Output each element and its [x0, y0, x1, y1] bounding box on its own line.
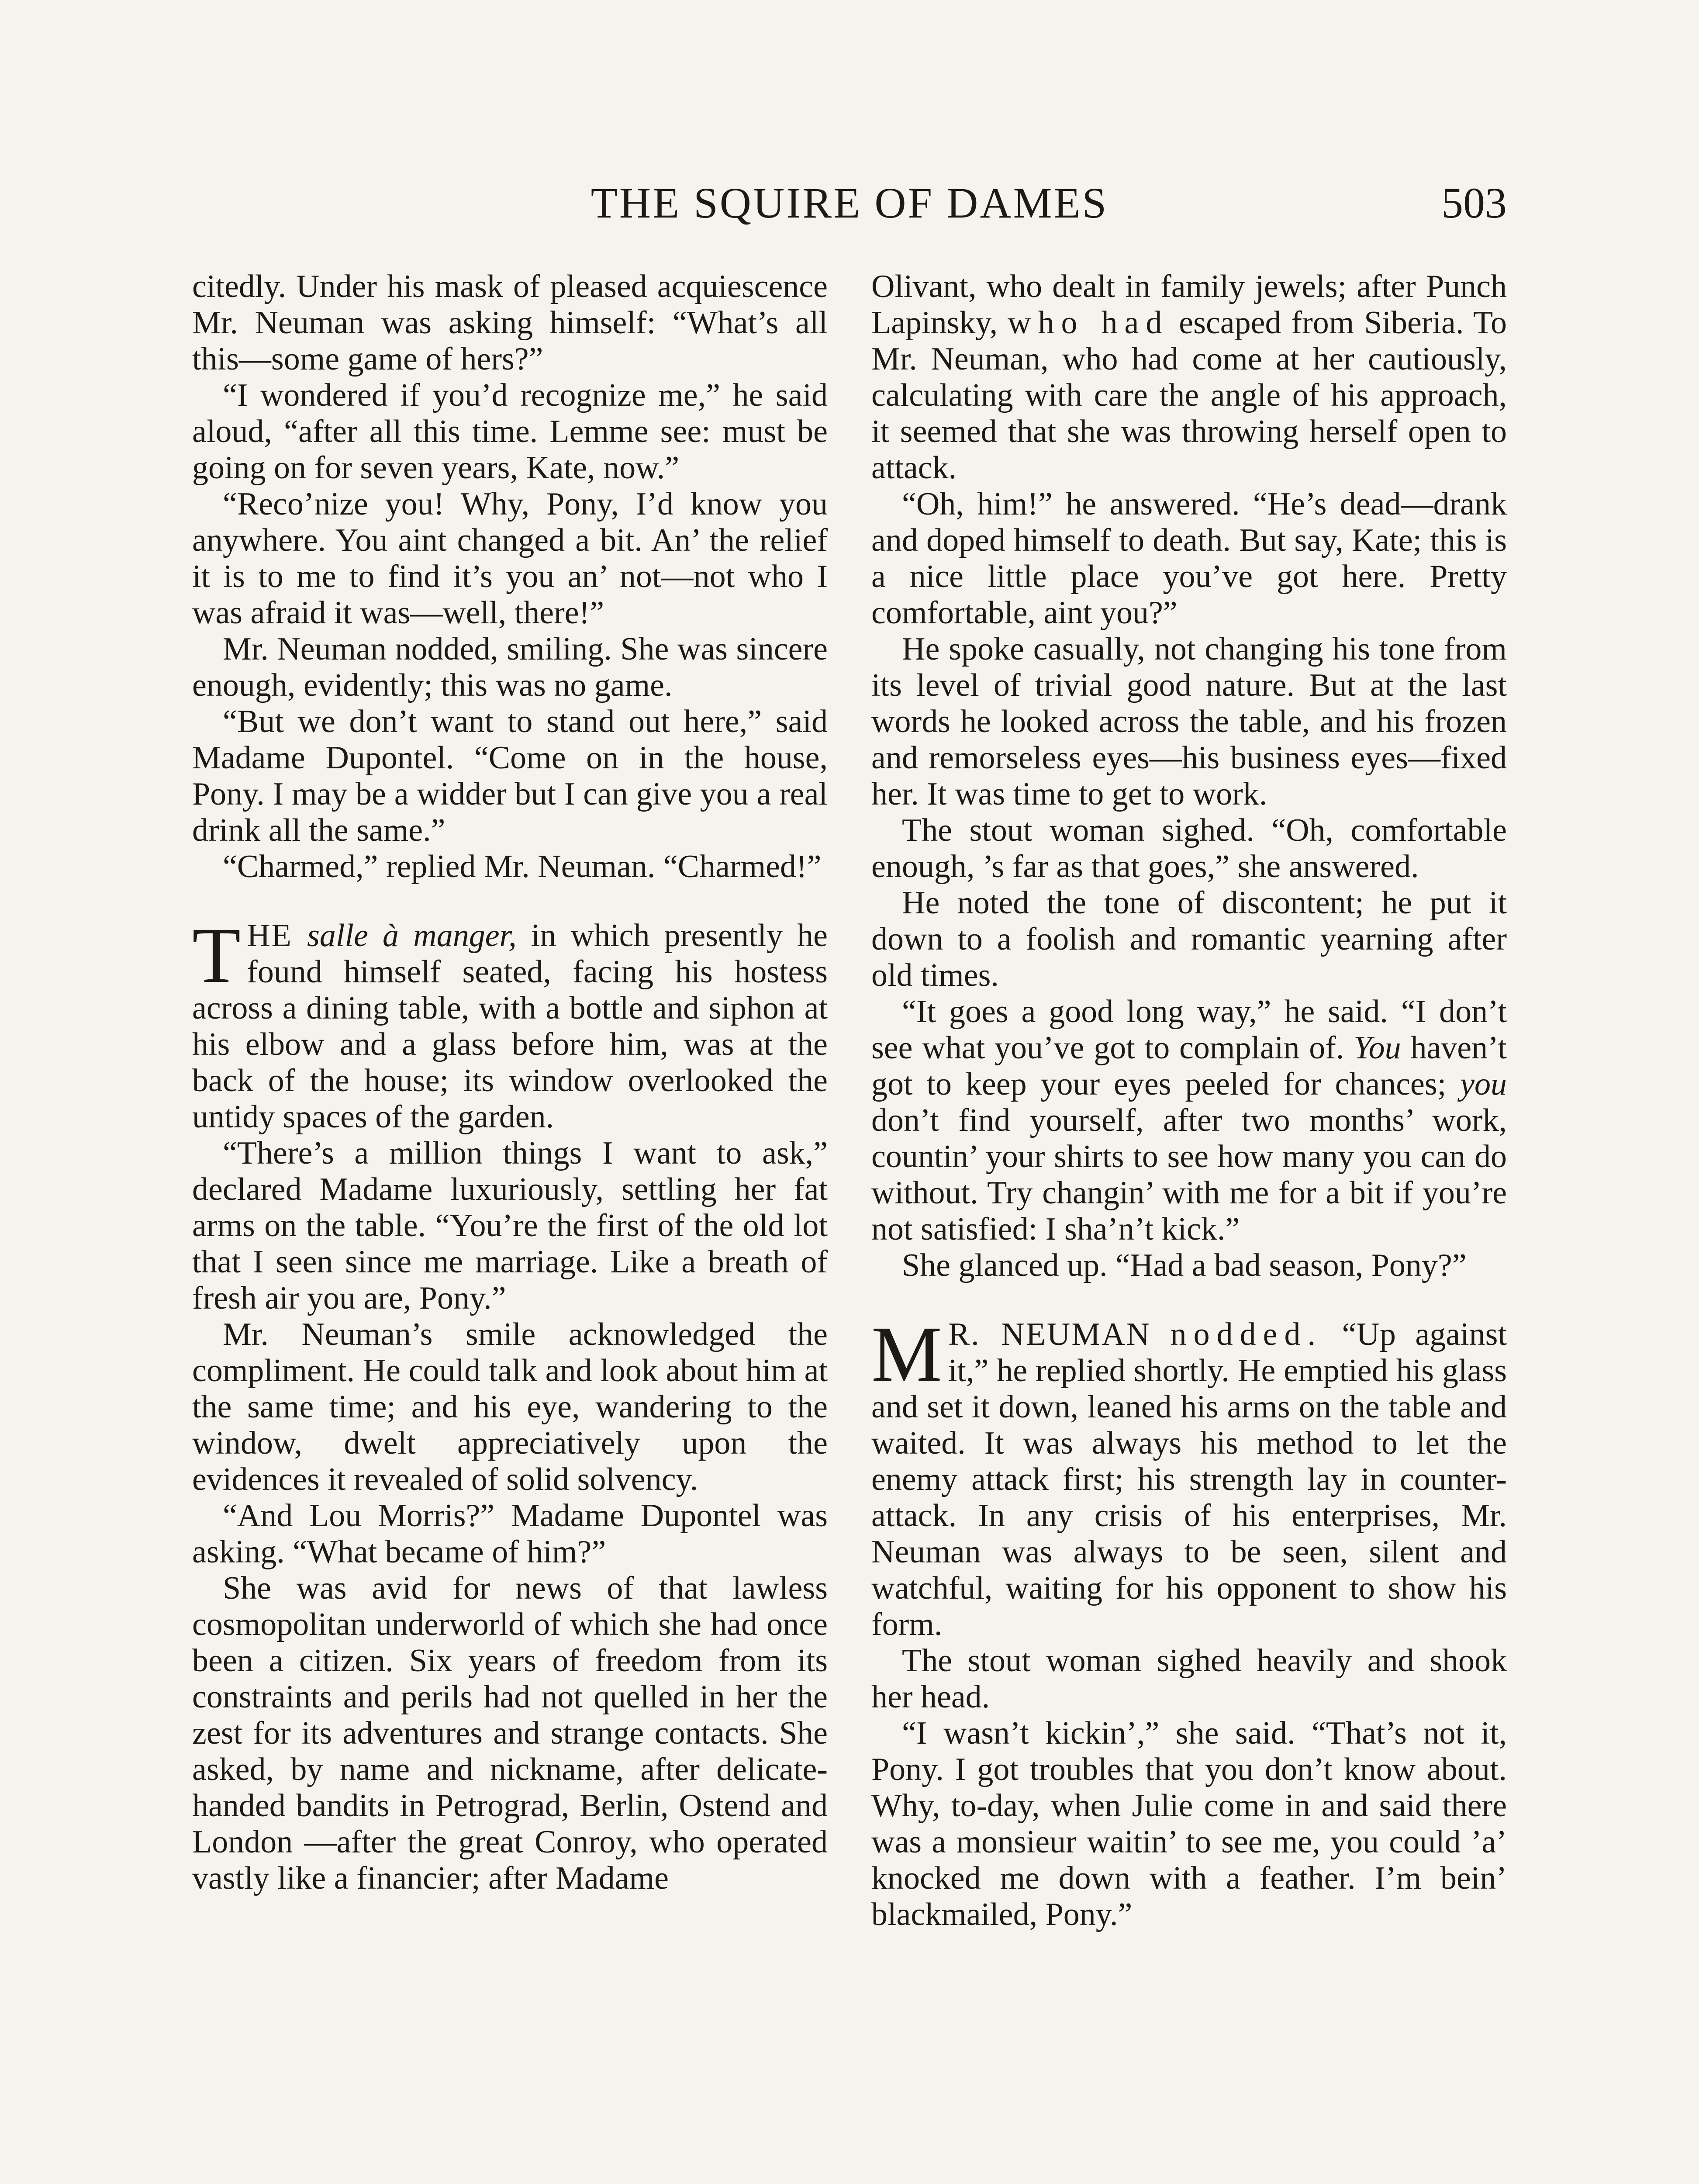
paragraph: “There’s a million things I want to ask,” declared Madame luxuriously, settling her fat arms on the table. “You’re the first of the old lot that I seen since me marriage. Like a breath of fresh air you are, Pony.” — [192, 1135, 828, 1316]
paragraph: “Reco’nize you! Why, Pony, I’d know you anywhere. You aint changed a bit. An’ the relief it is to me to find it’s you an’ not—not who I was afraid it was—well, there!” — [192, 486, 828, 631]
paragraph: He spoke casually, not changing his tone from its level of trivial good nature. But at the last words he looked across the table, and his frozen and remorseless eyes—his business eyes—fixed her. It was time to get to work. — [871, 631, 1507, 812]
paragraph: citedly. Under his mask of pleased acquiescence Mr. Neuman was asking himself: “What’s all this—some game of hers?” — [192, 269, 828, 377]
lead-in: R. NEUMAN — [948, 1317, 1151, 1352]
paragraph — [871, 269, 1507, 486]
paragraph: The stout woman sighed heavily and shook her head. — [871, 1643, 1507, 1715]
paragraph: Mr. Neuman’s smile acknowledged the compliment. He could talk and look about him at the same time; and his eye, wandering to the window, dwelt appreciatively upon the evidences it revealed of solid solvency. — [192, 1317, 828, 1497]
running-title: THE SQUIRE OF DAMES — [591, 179, 1108, 227]
left-column — [192, 269, 828, 1897]
drop-cap: T — [192, 912, 241, 999]
italic-word: You — [1354, 1030, 1401, 1066]
section-opening-paragraph — [192, 912, 828, 1135]
drop-cap: M — [871, 1310, 942, 1398]
lead-in: HE — [247, 918, 293, 954]
paragraph: He noted the tone of discontent; he put it down to a foolish and romantic yearning after old times. — [871, 885, 1507, 993]
paragraph: “Oh, him!” he answered. “He’s dead—drank and doped himself to death. But say, Kate; this is a nice little place you’ve got here. Pretty comfortable, aint you?” — [871, 486, 1507, 631]
paragraph-text: escaped from Siberia. To Mr. Neuman, who had come at her cautiously, calculating with care the angle of his approach, it seemed that she was throwing herself open to attack. — [871, 305, 1507, 486]
right-column — [871, 269, 1507, 1933]
paragraph: The stout woman sighed. “Oh, comfortable enough, ’s far as that goes,” she answered. — [871, 812, 1507, 885]
letterspaced-text: nodded. — [1170, 1317, 1323, 1352]
paragraph — [871, 994, 1507, 1248]
section-opening-paragraph — [871, 1310, 1507, 1643]
italic-word: you — [1460, 1066, 1507, 1102]
paragraph-text: haven’t got to keep your eyes peeled for chances; — [871, 1030, 1507, 1102]
paragraph: “And Lou Morris?” Madame Dupontel was asking. “What became of him?” — [192, 1498, 828, 1570]
page-number: 503 — [1441, 179, 1507, 227]
paragraph-text: don’t find yourself, after two months’ work, countin’ your shirts to see how many you can do without. Try changin’ with me for a bit if you’re not satisfied: I sha’n’t kick.” — [871, 1102, 1507, 1247]
paragraph: Mr. Neuman nodded, smiling. She was sincere enough, evidently; this was no game. — [192, 631, 828, 703]
paragraph: “But we don’t want to stand out here,” said Madame Dupontel. “Come on in the house, Pony. I may be a widder but I can give you a real drink all the same.” — [192, 704, 828, 848]
paragraph-text: “Up against it,” he replied shortly. He emptied his glass and set it down, leaned his arms on the table and waited. It was always his method to let the enemy attack first; his strength lay in counter-attack. In any crisis of his enterprises, Mr. Neuman was always to be seen, silent and watchful, waiting for his opponent to show his form. — [871, 1317, 1507, 1642]
section-break — [871, 1284, 1507, 1317]
paragraph: She glanced up. “Had a bad season, Pony?” — [902, 1248, 1467, 1283]
paragraph-text: Olivant, who dealt in family jewels; after Punch Lapinsky, — [871, 269, 1507, 341]
paragraph: “I wondered if you’d recognize me,” he said aloud, “after all this time. Lemme see: must be going on for seven years, Kate, now.” — [192, 377, 828, 486]
paragraph-text: in which presently he found himself seated, facing his hostess across a dining table, with a bottle and siphon at his elbow and a glass before him, was at the back of the house; its window overlooked the untidy spaces of the garden. — [192, 918, 828, 1135]
italic-phrase: salle à manger, — [307, 918, 517, 954]
paragraph-text: “It goes a good long way,” he said. “I don’t see what you’ve got to complain of. — [871, 994, 1507, 1066]
paragraph: “Charmed,” replied Mr. Neuman. “Charmed!” — [223, 849, 822, 885]
running-head — [192, 175, 1507, 232]
letterspaced-text: who had — [1008, 305, 1169, 341]
section-break — [192, 885, 828, 918]
paragraph: She was avid for news of that lawless cosmopolitan underworld of which she had once been a citizen. Six years of freedom from its constraints and perils had not quelled in her the zest for its adventures and strange contacts. She asked, by name and nickname, after delicate-handed bandits in Petrograd, Berlin, Ostend and London —after the great Conroy, who operated vastly like a financier; after Madame — [192, 1570, 828, 1896]
paragraph: “I wasn’t kickin’,” she said. “That’s not it, Pony. I got troubles that you don’t know about. Why, to-day, when Julie come in and said there was a monsieur waitin’ to see me, you could ’a’ knocked me down with a feather. I’m bein’ blackmailed, Pony.” — [871, 1715, 1507, 1932]
